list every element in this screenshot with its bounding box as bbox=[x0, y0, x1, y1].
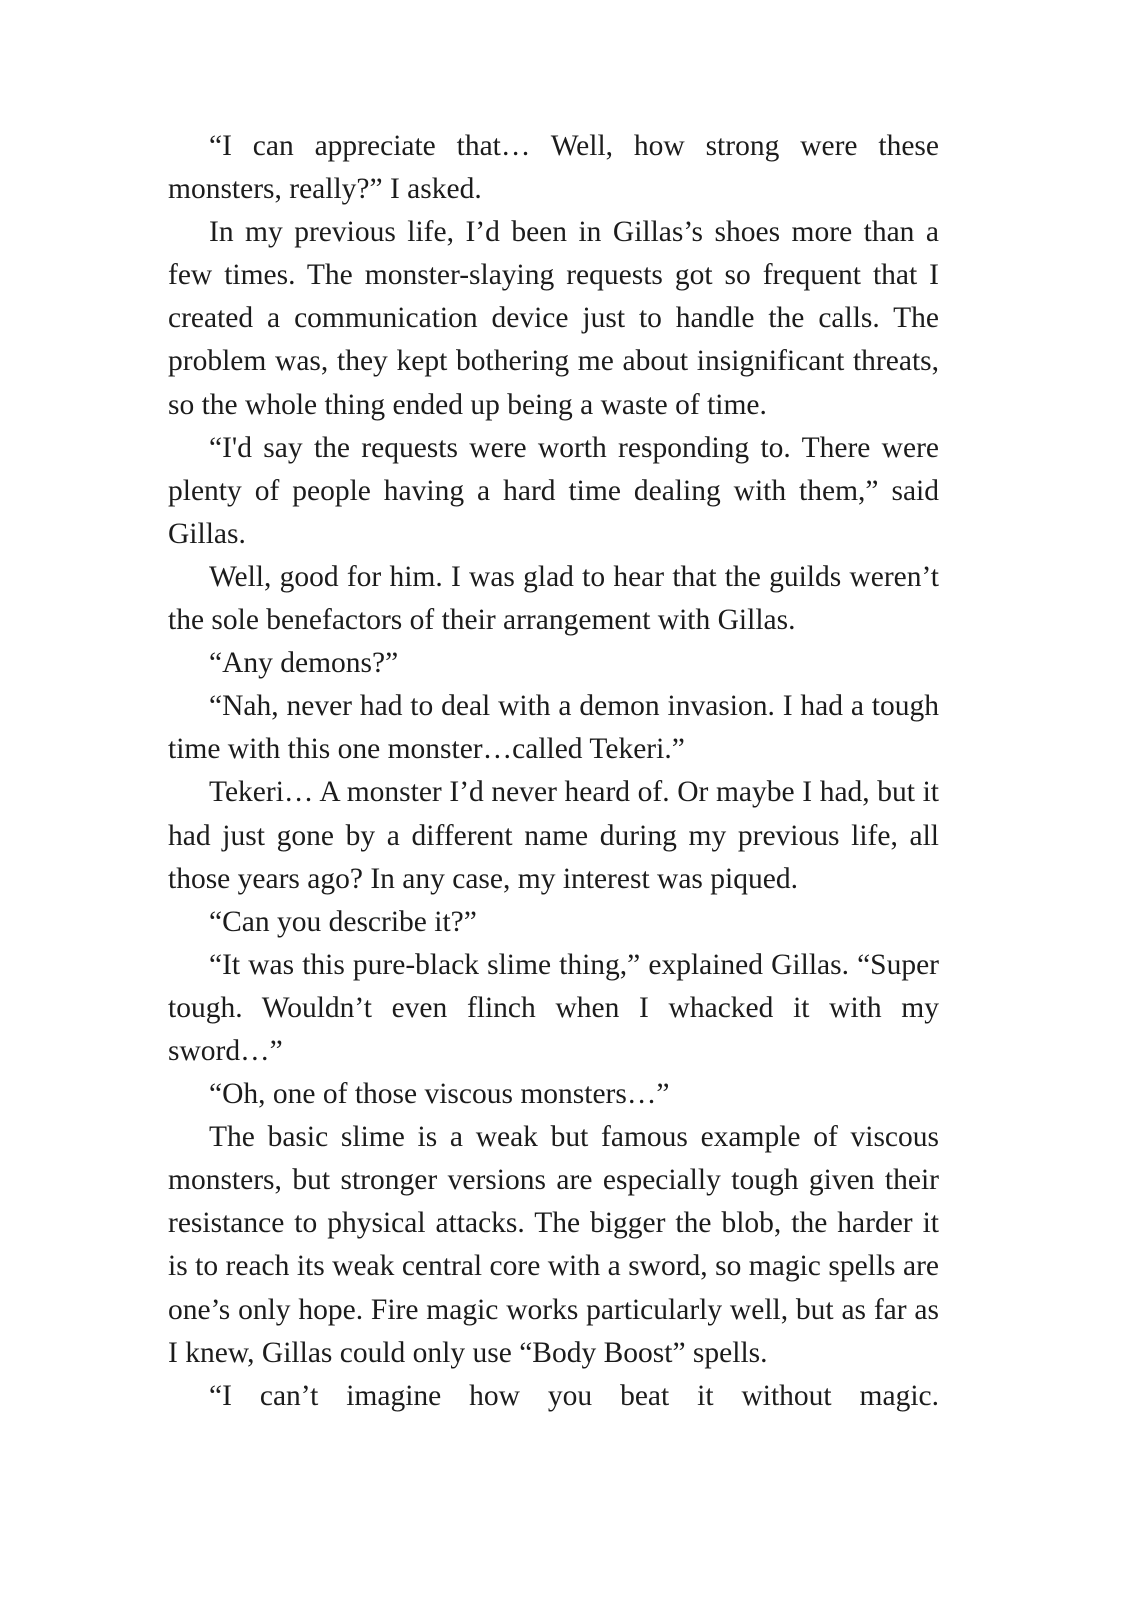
paragraph: “I'd say the requests were worth responding to. There were plenty of people having a hard time dealing with them,” said Gillas. bbox=[168, 431, 939, 550]
paragraph: The basic slime is a weak but famous example of viscous monsters, but stronger versions are especially tough given their resistance to physical attacks. The bigger the blob, the harder it is to reach its weak central core with a sword, so magic spells are one’s only hope. Fire magic works particularly well, but as far as I knew, Gillas could only use “Body Boost” spells. bbox=[168, 1121, 939, 1369]
paragraph: Tekeri… A monster I’d never heard of. Or maybe I had, but it had just gone by a different name during my previous life, all those years ago? In any case, my interest was piqued. bbox=[168, 776, 939, 895]
paragraph: “Oh, one of those viscous monsters…” bbox=[209, 1078, 670, 1111]
paragraph: “Can you describe it?” bbox=[209, 905, 477, 938]
paragraph: “It was this pure-black slime thing,” explained Gillas. “Super tough. Wouldn’t even flinch when I whacked it with my sword…” bbox=[168, 948, 939, 1067]
body-text bbox=[168, 125, 939, 1418]
paragraph: In my previous life, I’d been in Gillas’s shoes more than a few times. The monster-slaying requests got so frequent that I created a communication device just to handle the calls. The problem was, they kept bothering me about insignificant threats, so the whole thing ended up being a waste of time. bbox=[168, 216, 939, 421]
paragraph: “Any demons?” bbox=[209, 647, 399, 680]
paragraph: “I can appreciate that… Well, how strong were these monsters, really?” I asked. bbox=[168, 130, 939, 206]
paragraph: Well, good for him. I was glad to hear that the guilds weren’t the sole benefactors of their arrangement with Gillas. bbox=[168, 560, 939, 637]
paragraph: “Nah, never had to deal with a demon invasion. I had a tough time with this one monster…called Tekeri.” bbox=[168, 690, 939, 766]
paragraph: “I can’t imagine how you beat it without magic. bbox=[209, 1379, 939, 1412]
